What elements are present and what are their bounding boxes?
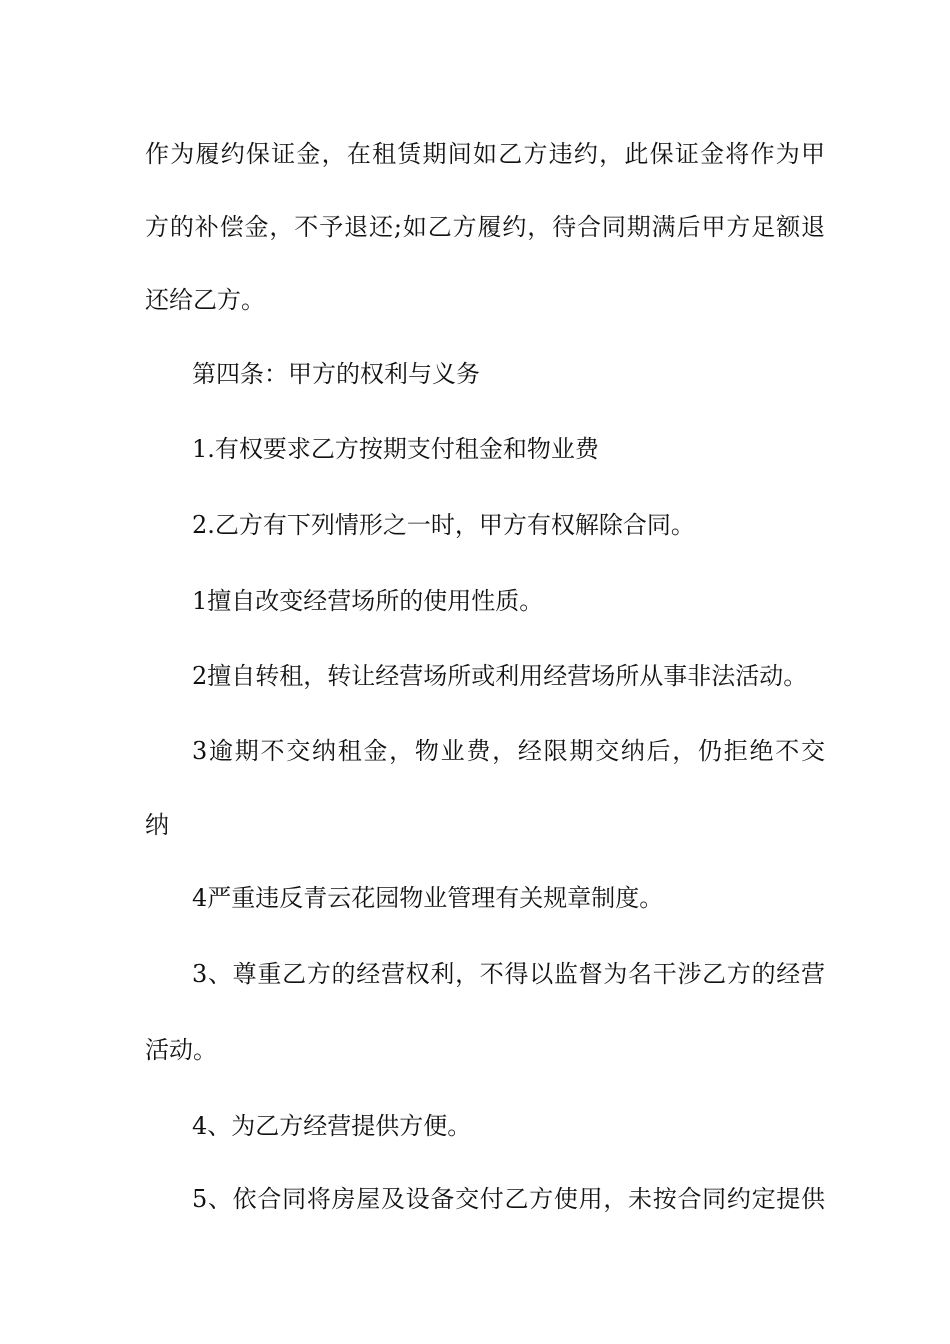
paragraph-line: 方的补偿金，不予退还;如乙方履约，待合同期满后甲方足额退 <box>145 213 825 241</box>
list-item: 4、为乙方经营提供方便。 <box>192 1112 472 1140</box>
paragraph-line: 纳 <box>145 811 169 839</box>
list-item: 3、尊重乙方的经营权利，不得以监督为名干涉乙方的经营 <box>192 960 825 988</box>
paragraph-line: 还给乙方。 <box>145 286 265 314</box>
list-item: 1擅自改变经营场所的使用性质。 <box>192 587 544 615</box>
list-item: 2擅自转租，转让经营场所或利用经营场所从事非法活动。 <box>192 662 808 690</box>
paragraph-line: 活动。 <box>145 1036 217 1064</box>
list-item: 2.乙方有下列情形之一时，甲方有权解除合同。 <box>192 511 695 539</box>
list-item: 3逾期不交纳租金，物业费，经限期交纳后，仍拒绝不交 <box>192 737 825 765</box>
paragraph-line: 作为履约保证金，在租赁期间如乙方违约，此保证金将作为甲 <box>145 140 825 168</box>
list-item: 5、依合同将房屋及设备交付乙方使用，未按合同约定提供 <box>192 1185 825 1213</box>
list-item: 4严重违反青云花园物业管理有关规章制度。 <box>192 884 664 912</box>
section-heading: 第四条：甲方的权利与义务 <box>192 360 480 388</box>
list-item: 1.有权要求乙方按期支付租金和物业费 <box>192 435 599 463</box>
